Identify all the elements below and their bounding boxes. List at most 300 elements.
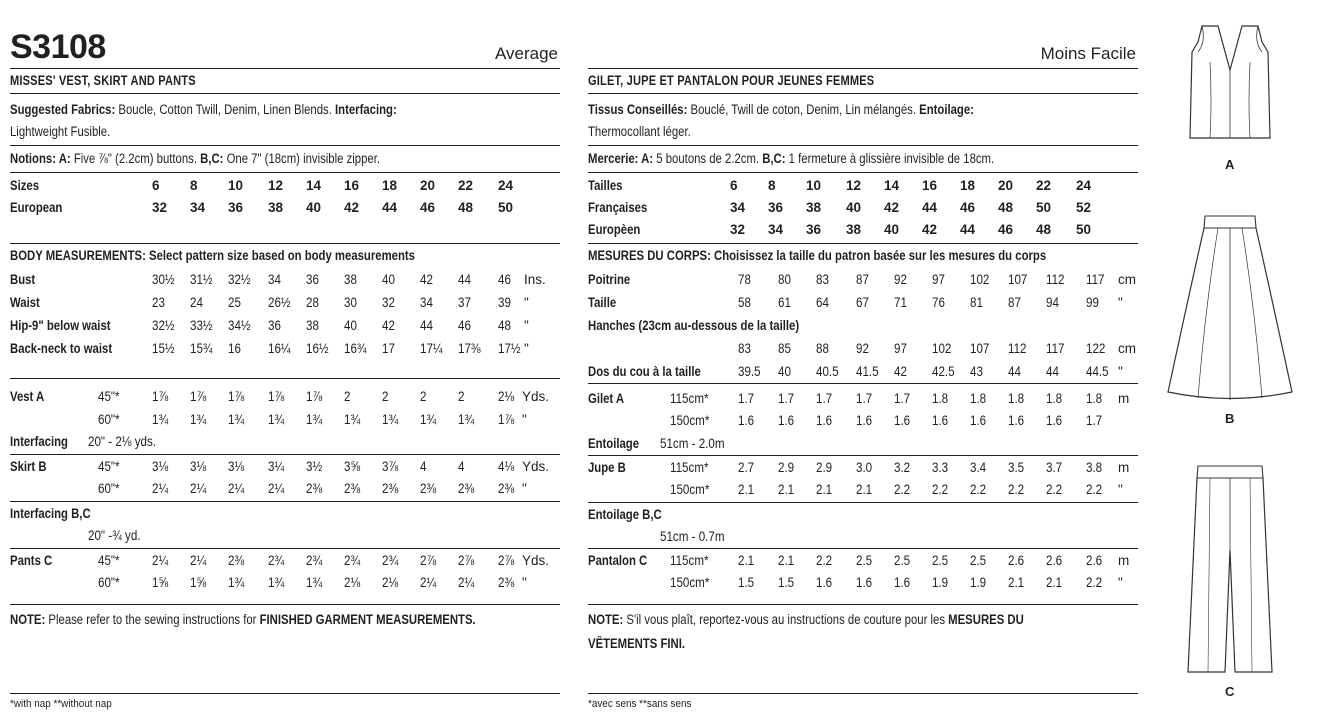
yardage-value: 2 — [344, 389, 351, 404]
yardage-value: 1¾ — [228, 575, 245, 590]
yardage-value: 2⅛ — [382, 575, 399, 590]
body-value: 30 — [344, 295, 357, 310]
difficulty-level: Average — [494, 44, 558, 63]
yardage-value: 2⅜ — [382, 481, 399, 496]
yardage-row-label: Gilet A — [588, 391, 625, 406]
unit-label: " — [524, 295, 529, 310]
yardage-value: 2⅞ — [458, 552, 475, 568]
body-row-label: Poitrine — [588, 272, 631, 287]
body-value: 44 — [1008, 364, 1021, 379]
fabric-width: 115cm* — [670, 459, 709, 475]
body-value: 99 — [1086, 295, 1099, 310]
fabric-width: 20" - 2⅛ yds. — [88, 434, 157, 449]
yardage-value: 4 — [458, 458, 465, 474]
body-value: 17¼ — [420, 341, 443, 356]
yardage-value: 1.8 — [932, 391, 949, 406]
yardage-value: 1.6 — [970, 413, 987, 429]
fabrics-line-2: Thermocollant léger. — [588, 124, 691, 139]
body-value: 43 — [970, 364, 983, 379]
size-value: 36 — [228, 200, 244, 215]
size-value: 32 — [152, 200, 168, 215]
body-row-label: Waist — [10, 295, 40, 310]
body-value: 46 — [458, 318, 471, 333]
yardage-value: 1.7 — [856, 391, 873, 406]
size-value: 40 — [306, 200, 322, 215]
yardage-value: 2⅜ — [420, 481, 437, 496]
yardage-value: 2.1 — [856, 482, 873, 498]
body-value: 64 — [816, 295, 829, 310]
yardage-value: 2.2 — [1046, 482, 1063, 498]
yardage-value: 1.7 — [1086, 413, 1103, 429]
body-value: 44 — [420, 318, 433, 333]
yardage-value: 1¾ — [382, 411, 399, 427]
fabrics-line: Suggested Fabrics: Boucle, Cotton Twill, Denim, Linen Blends. Interfacing: — [10, 102, 397, 117]
fabric-width: 45"* — [98, 458, 120, 474]
body-value: 38 — [344, 272, 357, 287]
yardage-row-label: Pantalon C — [588, 553, 648, 569]
yardage-value: 1¾ — [268, 575, 285, 590]
size-value: 48 — [458, 200, 474, 215]
yardage-value: 2¼ — [420, 575, 437, 590]
unit-label: " — [524, 318, 529, 333]
yardage-value: 3⅛ — [152, 458, 169, 474]
yardage-value: 1¾ — [306, 575, 323, 590]
yardage-row-label: Jupe B — [588, 459, 626, 475]
size-value: 32 — [730, 222, 746, 237]
yardage-value: 1⅞ — [498, 411, 515, 427]
yardage-value: 2⅜ — [498, 575, 515, 590]
divider — [10, 454, 560, 455]
size-value: 6 — [730, 178, 738, 193]
yardage-value: 3.0 — [856, 459, 873, 475]
yardage-value: 1.7 — [778, 391, 795, 406]
yardage-value: 2⅛ — [498, 389, 515, 404]
body-value: 40 — [344, 318, 357, 333]
yardage-value: 2.6 — [1086, 553, 1103, 569]
yardage-value: 2.1 — [778, 482, 795, 498]
fabric-width: 51cm - 2.0m — [660, 435, 725, 451]
fabric-width: 60"* — [98, 481, 120, 496]
body-value: 37 — [458, 295, 471, 310]
body-value: 42 — [894, 364, 907, 379]
body-value: 34½ — [228, 318, 251, 333]
unit-label: Ins. — [524, 272, 546, 287]
body-value: 15¾ — [190, 341, 213, 356]
vest-sketch — [1180, 22, 1280, 147]
body-value: 97 — [932, 272, 945, 287]
size-value: 40 — [884, 222, 900, 237]
note: NOTE: S'il vous plaît, reportez-vous au instructions de couture pour les MESURES DU — [588, 612, 1024, 627]
body-value: 44 — [1046, 364, 1059, 379]
yardage-value: 2⅞ — [420, 552, 437, 568]
divider — [10, 378, 560, 379]
yardage-value: 2.1 — [1046, 575, 1063, 591]
size-row-label: Sizes — [10, 178, 40, 193]
divider — [10, 501, 560, 502]
yardage-value: 1.9 — [932, 575, 949, 591]
yardage-value: 2.1 — [1008, 575, 1025, 591]
unit-label: " — [522, 411, 527, 427]
yardage-value: 1.6 — [778, 413, 795, 429]
body-value: 107 — [970, 341, 990, 356]
divider — [588, 93, 1138, 94]
yardage-value: 1¾ — [420, 411, 437, 427]
body-value: 34 — [268, 272, 281, 287]
size-row-label: Tailles — [588, 178, 623, 193]
footnote: *avec sens **sans sens — [588, 698, 692, 710]
yardage-row-label: Interfacing — [10, 434, 68, 449]
body-value: 40 — [382, 272, 395, 287]
yardage-value: 1⅞ — [190, 389, 207, 404]
divider — [588, 548, 1138, 549]
yardage-value: 2.5 — [932, 553, 949, 569]
yardage-value: 3.7 — [1046, 459, 1063, 475]
size-value: 18 — [960, 178, 976, 193]
fabric-width: 20" -¾ yd. — [88, 528, 141, 543]
yardage-value: 2 — [420, 389, 427, 404]
size-value: 42 — [922, 222, 938, 237]
size-value: 38 — [268, 200, 284, 215]
yardage-value: 1¾ — [228, 411, 245, 427]
body-value: 17½ — [498, 341, 521, 356]
body-value: 112 — [1046, 272, 1065, 287]
divider — [588, 455, 1138, 456]
size-value: 16 — [922, 178, 938, 193]
yardage-value: 2.9 — [816, 459, 833, 475]
divider — [588, 693, 1138, 694]
yardage-value: 1¾ — [344, 411, 361, 427]
yardage-value: 2¼ — [190, 552, 207, 568]
body-value: 39 — [498, 295, 511, 310]
yardage-value: 2¾ — [268, 552, 285, 568]
yardage-value: 3.2 — [894, 459, 911, 475]
body-value: 44 — [458, 272, 471, 287]
yardage-value: 3⅝ — [344, 458, 361, 474]
body-value: 41.5 — [856, 364, 879, 379]
size-value: 50 — [1036, 200, 1052, 215]
body-value: 76 — [932, 295, 945, 310]
body-value: 15½ — [152, 341, 175, 356]
unit-label: " — [522, 481, 527, 496]
body-row-label: Bust — [10, 272, 36, 287]
yardage-row-label: Pants C — [10, 552, 53, 568]
notions-line: Notions: A: Five ⅞" (2.2cm) buttons. B,C: One 7" (18cm) invisible zipper. — [10, 151, 381, 166]
size-value: 38 — [806, 200, 822, 215]
body-value: 30½ — [152, 272, 175, 287]
yardage-row-label: Vest A — [10, 389, 45, 404]
unit-label: m — [1118, 553, 1130, 569]
body-row-label: Back-neck to waist — [10, 341, 113, 356]
size-value: 42 — [344, 200, 360, 215]
body-value: 28 — [306, 295, 319, 310]
body-value: 117 — [1046, 341, 1065, 356]
yardage-value: 3½ — [306, 458, 323, 474]
size-value: 50 — [1076, 222, 1092, 237]
yardage-value: 2⅞ — [498, 552, 515, 568]
body-value: 88 — [816, 341, 829, 356]
yardage-row-label: Skirt B — [10, 458, 47, 474]
body-value: 81 — [970, 295, 983, 310]
footnote: *with nap **without nap — [10, 698, 112, 710]
body-measurements-header: BODY MEASUREMENTS: Select pattern size based on body measurements — [10, 248, 415, 263]
yardage-value: 2.5 — [856, 553, 873, 569]
divider — [588, 68, 1138, 69]
size-row-label: Europèen — [588, 222, 641, 237]
unit-label: " — [524, 341, 529, 356]
skirt-sketch — [1160, 210, 1300, 405]
body-value: 17⅜ — [458, 341, 481, 356]
yardage-value: 1.6 — [816, 575, 833, 591]
yardage-value: 1.6 — [894, 413, 911, 429]
yardage-value: 2.1 — [738, 553, 755, 569]
divider — [10, 145, 560, 146]
body-value: 17 — [382, 341, 395, 356]
yardage-value: 2.2 — [932, 482, 949, 498]
yardage-value: 2⅛ — [344, 575, 361, 590]
yardage-value: 2.2 — [970, 482, 987, 498]
size-value: 14 — [306, 178, 322, 193]
yardage-value: 2⅜ — [306, 481, 323, 496]
divider — [10, 604, 560, 605]
body-value: 71 — [894, 295, 907, 310]
body-value: 42 — [420, 272, 433, 287]
yardage-value: 2¾ — [306, 552, 323, 568]
size-value: 48 — [998, 200, 1014, 215]
body-value: 42 — [382, 318, 395, 333]
yardage-value: 2¼ — [152, 552, 169, 568]
body-value: 38 — [306, 318, 319, 333]
size-value: 38 — [846, 222, 862, 237]
size-value: 12 — [846, 178, 862, 193]
sketch-label-c: C — [1225, 684, 1235, 699]
yardage-value: 1.6 — [894, 575, 911, 591]
body-value: 48 — [498, 318, 511, 333]
size-value: 18 — [382, 178, 398, 193]
yardage-value: 1¾ — [268, 411, 285, 427]
body-value: 92 — [856, 341, 869, 356]
yardage-value: 2¼ — [458, 575, 475, 590]
yardage-value: 2¼ — [152, 481, 169, 496]
yardage-value: 1¾ — [458, 411, 475, 427]
body-value: 78 — [738, 272, 751, 287]
body-value: 117 — [1086, 272, 1105, 287]
yardage-value: 1.5 — [778, 575, 795, 591]
yardage-value: 2¼ — [268, 481, 285, 496]
yardage-value: 1¾ — [306, 411, 323, 427]
size-value: 44 — [382, 200, 398, 215]
size-value: 34 — [768, 222, 784, 237]
fabrics-line-2: Lightweight Fusible. — [10, 124, 111, 139]
size-value: 22 — [1036, 178, 1052, 193]
yardage-value: 1.8 — [1008, 391, 1025, 406]
yardage-value: 2.7 — [738, 459, 755, 475]
size-value: 44 — [960, 222, 976, 237]
divider — [588, 145, 1138, 146]
size-value: 24 — [1076, 178, 1092, 193]
yardage-value: 2.5 — [894, 553, 911, 569]
yardage-value: 2⅜ — [228, 552, 245, 568]
size-value: 50 — [498, 200, 514, 215]
yardage-value: 2.2 — [816, 553, 833, 569]
body-value: 39.5 — [738, 364, 761, 379]
body-value: 34 — [420, 295, 433, 310]
fabric-width: 115cm* — [670, 553, 709, 569]
yardage-value: 1.8 — [1086, 391, 1103, 406]
body-value: 102 — [932, 341, 952, 356]
size-value: 20 — [420, 178, 436, 193]
body-value: 25 — [228, 295, 241, 310]
body-value: 87 — [856, 272, 869, 287]
divider — [10, 548, 560, 549]
unit-label: " — [1118, 482, 1123, 498]
yardage-value: 2.2 — [1008, 482, 1025, 498]
sketch-label-a: A — [1225, 157, 1235, 172]
yardage-value: 3⅛ — [190, 458, 207, 474]
size-value: 6 — [152, 178, 160, 193]
divider — [10, 93, 560, 94]
yardage-value: 4 — [420, 458, 427, 474]
body-value: 23 — [152, 295, 165, 310]
difficulty-level: Moins Facile — [1040, 44, 1136, 63]
yardage-value: 2.2 — [894, 482, 911, 498]
size-value: 20 — [998, 178, 1014, 193]
unit-label: m — [1118, 459, 1130, 475]
unit-label: Yds. — [522, 389, 550, 404]
unit-label: " — [522, 575, 527, 590]
fabric-width: 60"* — [98, 411, 120, 427]
unit-label: " — [1118, 295, 1123, 310]
body-value: 102 — [970, 272, 990, 287]
body-value: 58 — [738, 295, 751, 310]
yardage-value: 2.9 — [778, 459, 795, 475]
size-value: 36 — [768, 200, 784, 215]
yardage-value: 3⅞ — [382, 458, 399, 474]
yardage-value: 2.5 — [970, 553, 987, 569]
yardage-value: 3.5 — [1008, 459, 1025, 475]
yardage-value: 2¼ — [228, 481, 245, 496]
body-measurements-header: MESURES DU CORPS: Choisissez la taille du patron basée sur les mesures du corps — [588, 248, 1047, 263]
divider — [588, 604, 1138, 605]
yardage-value: 1⅞ — [228, 389, 245, 404]
body-value: 31½ — [190, 272, 213, 287]
pattern-title: GILET, JUPE ET PANTALON POUR JEUNES FEMMES — [588, 73, 875, 88]
pattern-title: MISSES' VEST, SKIRT AND PANTS — [10, 73, 196, 88]
size-value: 36 — [806, 222, 822, 237]
yardage-value: 1.5 — [738, 575, 755, 591]
body-value: 83 — [738, 341, 751, 356]
yardage-value: 2¾ — [344, 552, 361, 568]
yardage-value: 3.3 — [932, 459, 949, 475]
yardage-value: 1¾ — [152, 411, 169, 427]
size-value: 46 — [960, 200, 976, 215]
yardage-value: 1⅝ — [152, 575, 169, 590]
size-value: 16 — [344, 178, 360, 193]
body-value: 61 — [778, 295, 791, 310]
body-value: 67 — [856, 295, 869, 310]
fabric-width: 150cm* — [670, 413, 710, 429]
fabric-width: 150cm* — [670, 482, 710, 498]
fabrics-line: Tissus Conseillés: Bouclé, Twill de coton, Denim, Lin mélangés. Entoilage: — [588, 102, 974, 117]
yardage-row-label: Entoilage B,C — [588, 506, 662, 522]
yardage-value: 2¾ — [382, 552, 399, 568]
pattern-code: S3108 — [10, 28, 106, 66]
unit-label: m — [1118, 391, 1130, 406]
body-value: 16 — [228, 341, 241, 356]
fabric-width: 60"* — [98, 575, 120, 590]
notions-line: Mercerie: A: 5 boutons de 2.2cm. B,C: 1 fermeture à glissière invisible de 18cm. — [588, 151, 995, 166]
fabric-width: 45"* — [98, 552, 120, 568]
unit-label: Yds. — [522, 458, 550, 474]
body-value: 24 — [190, 295, 203, 310]
size-value: 48 — [1036, 222, 1052, 237]
yardage-value: 2.1 — [778, 553, 795, 569]
note-line-2: VÊTEMENTS FINI. — [588, 636, 686, 651]
size-value: 12 — [268, 178, 284, 193]
unit-label: cm — [1118, 341, 1136, 356]
yardage-value: 2⅜ — [458, 481, 475, 496]
size-value: 34 — [730, 200, 746, 215]
yardage-value: 2 — [458, 389, 465, 404]
yardage-value: 3¼ — [268, 458, 285, 474]
yardage-value: 1.6 — [856, 413, 873, 429]
yardage-value: 1⅝ — [190, 575, 207, 590]
size-value: 34 — [190, 200, 206, 215]
body-value: 42.5 — [932, 364, 955, 379]
body-row-label: Dos du cou à la taille — [588, 364, 701, 379]
yardage-row-label: Entoilage — [588, 435, 640, 451]
fabric-width: 150cm* — [670, 575, 710, 591]
yardage-value: 1.6 — [1046, 413, 1063, 429]
pants-sketch — [1170, 460, 1290, 680]
divider — [588, 383, 1138, 384]
body-value: 16½ — [306, 341, 329, 356]
unit-label: cm — [1118, 272, 1136, 287]
divider — [10, 172, 560, 173]
fabric-width: 45"* — [98, 389, 120, 404]
size-value: 14 — [884, 178, 900, 193]
size-row-label: Françaises — [588, 200, 648, 215]
size-value: 40 — [846, 200, 862, 215]
yardage-value: 1⅞ — [306, 389, 323, 404]
yardage-value: 2.1 — [738, 482, 755, 498]
size-value: 46 — [998, 222, 1014, 237]
fabric-width: 115cm* — [670, 391, 709, 406]
body-value: 46 — [498, 272, 511, 287]
fabric-width: 51cm - 0.7m — [660, 528, 725, 544]
body-value: 16¼ — [268, 341, 291, 356]
yardage-value: 2.6 — [1046, 553, 1063, 569]
body-row-label: Hanches (23cm au-dessous de la taille) — [588, 318, 800, 333]
sketch-label-b: B — [1225, 411, 1235, 426]
yardage-value: 1.6 — [816, 413, 833, 429]
divider — [588, 502, 1138, 503]
body-value: 44.5 — [1086, 364, 1109, 379]
body-value: 36 — [306, 272, 319, 287]
yardage-value: 2¼ — [190, 481, 207, 496]
body-value: 80 — [778, 272, 791, 287]
body-value: 32½ — [228, 272, 251, 287]
yardage-value: 1.9 — [970, 575, 987, 591]
yardage-value: 2⅜ — [498, 481, 515, 496]
divider — [10, 693, 560, 694]
size-value: 8 — [768, 178, 776, 193]
size-value: 22 — [458, 178, 474, 193]
yardage-value: 3.8 — [1086, 459, 1103, 475]
size-value: 24 — [498, 178, 514, 193]
yardage-value: 1.6 — [738, 413, 755, 429]
yardage-value: 1⅞ — [268, 389, 285, 404]
size-value: 46 — [420, 200, 436, 215]
